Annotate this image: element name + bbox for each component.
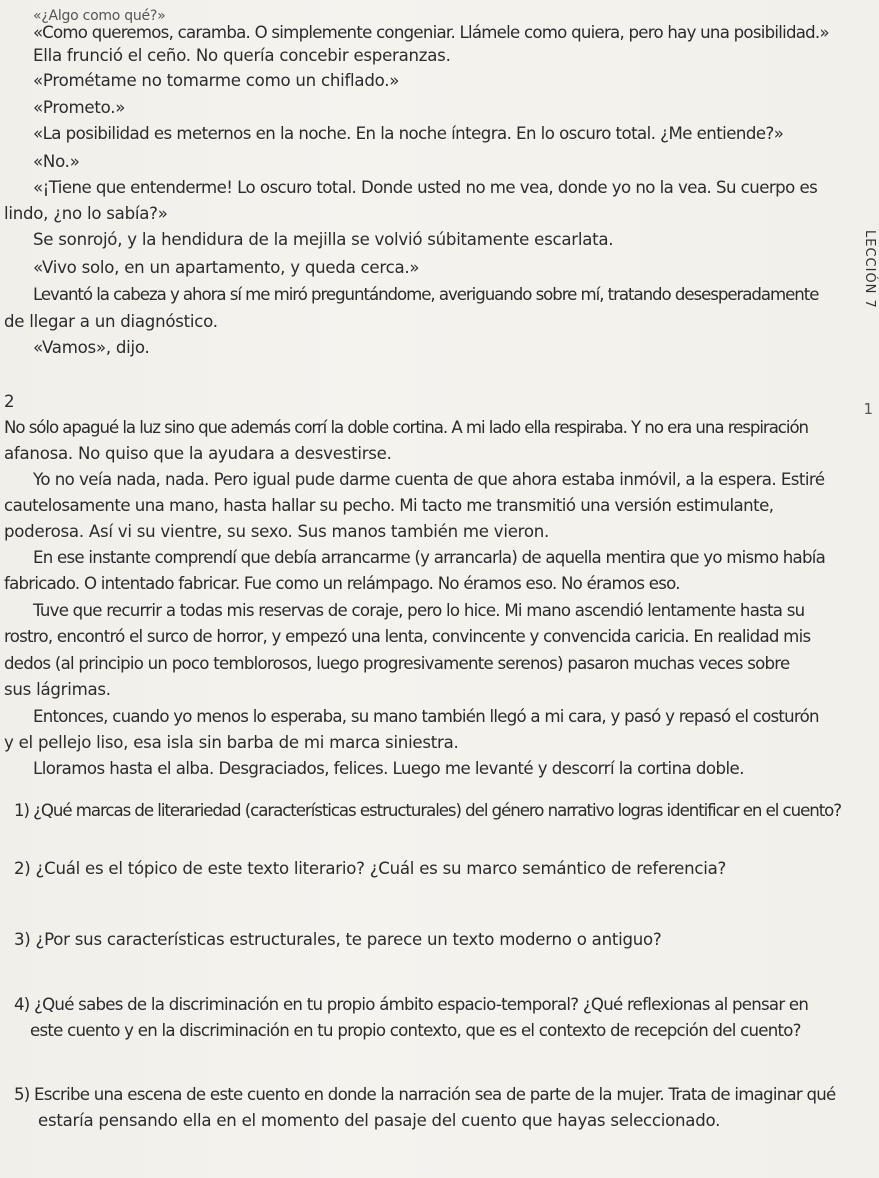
story-line: cautelosamente una mano, hasta hallar su pecho. Mi tacto me transmitió una versión estimulante,	[4, 496, 774, 515]
margin-lesson-label: LECCIÓN 7	[862, 230, 877, 309]
story-line: «No.»	[33, 152, 80, 171]
story-line: «¿Algo como qué?»	[33, 8, 166, 24]
story-line: poderosa. Así vi su vientre, su sexo. Sus manos también me vieron.	[4, 522, 550, 541]
section-number: 2	[4, 392, 15, 411]
story-line: rostro, encontró el surco de horror, y empezó una lenta, convincente y convencida caricia. En realidad mis	[4, 627, 811, 646]
story-line: afanosa. No quiso que la ayudara a desvestirse.	[4, 444, 392, 463]
story-line: dedos (al principio un poco temblorosos, luego progresivamente serenos) pasaron muchas veces sobre	[4, 654, 790, 673]
question-line: estaría pensando ella en el momento del pasaje del cuento que hayas seleccionado.	[38, 1111, 721, 1130]
story-line: sus lágrimas.	[4, 680, 111, 699]
question-line: este cuento y en la discriminación en tu propio contexto, que es el contexto de recepción del cuento?	[30, 1021, 801, 1040]
question-line: 4) ¿Qué sabes de la discriminación en tu propio ámbito espacio-temporal? ¿Qué reflexionas al pensar en	[14, 995, 809, 1014]
story-line: fabricado. O intentado fabricar. Fue como un relámpago. No éramos eso. No éramos eso.	[4, 574, 680, 593]
story-line: y el pellejo liso, esa isla sin barba de mi marca siniestra.	[4, 733, 459, 752]
story-line: Lloramos hasta el alba. Desgraciados, felices. Luego me levanté y descorrí la cortina doble.	[33, 759, 744, 778]
story-line: Tuve que recurrir a todas mis reservas de coraje, pero lo hice. Mi mano ascendió lentamente hasta su	[33, 601, 805, 620]
story-line: «Prométame no tomarme como un chiflado.»	[33, 71, 400, 90]
story-line: En ese instante comprendí que debía arrancarme (y arrancarla) de aquella mentira que yo mismo había	[33, 548, 826, 567]
story-line: «Vivo solo, en un apartamento, y queda cerca.»	[33, 258, 420, 277]
story-line: Se sonrojó, y la hendidura de la mejilla se volvió súbitamente escarlata.	[33, 230, 614, 249]
question-line: 2) ¿Cuál es el tópico de este texto literario? ¿Cuál es su marco semántico de referencia?	[14, 859, 727, 878]
story-line: «¡Tiene que entenderme! Lo oscuro total. Donde usted no me vea, donde yo no la vea. Su cuerpo es	[33, 178, 818, 197]
question-line: 1) ¿Qué marcas de literariedad (características estructurales) del género narrativo logras identificar en el cuento?	[14, 801, 842, 820]
story-line: lindo, ¿no lo sabía?»	[4, 204, 168, 223]
story-line: «Vamos», dijo.	[33, 338, 150, 357]
margin-mark: 1	[863, 400, 873, 418]
story-line: Entonces, cuando yo menos lo esperaba, su mano también llegó a mi cara, y pasó y repasó el costurón	[33, 707, 819, 726]
story-line: Yo no veía nada, nada. Pero igual pude darme cuenta de que ahora estaba inmóvil, a la espera. Estiré	[33, 470, 825, 489]
story-line: «Prometo.»	[33, 98, 126, 117]
story-line: de llegar a un diagnóstico.	[4, 312, 218, 331]
story-line: No sólo apagué la luz sino que además corrí la doble cortina. A mi lado ella respiraba. Y no era una respiración	[4, 418, 809, 437]
question-line: 3) ¿Por sus características estructurales, te parece un texto moderno o antiguo?	[14, 930, 662, 949]
question-line: 5) Escribe una escena de este cuento en donde la narración sea de parte de la mujer. Trata de imaginar qué	[14, 1085, 836, 1104]
story-line: «Como queremos, caramba. O simplemente congeniar. Llámele como quiera, pero hay una posibilidad.»	[33, 23, 829, 42]
story-line: Levantó la cabeza y ahora sí me miró preguntándome, averiguando sobre mí, tratando desesperadamente	[33, 285, 819, 304]
story-line: Ella frunció el ceño. No quería concebir esperanzas.	[33, 46, 451, 65]
story-line: «La posibilidad es meternos en la noche. En la noche íntegra. En lo oscuro total. ¿Me entiende?»	[33, 124, 784, 143]
